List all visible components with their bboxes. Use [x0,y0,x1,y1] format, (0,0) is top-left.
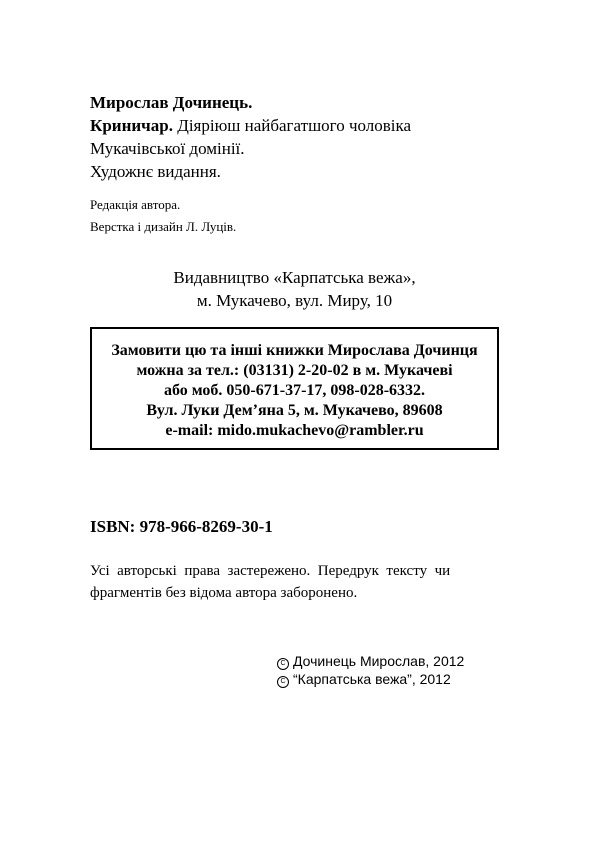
copyright-icon: C [277,658,289,670]
rights-line-1: Усі авторські права застережено. Передрук тексту чи [90,563,451,579]
copyright-publisher-text: “Карпатська вежа”, 2012 [293,671,451,687]
order-phone-line: можна за тел.: (03131) 2-20-02 в м. Мукачеві [136,362,453,379]
rights-notice [90,560,499,604]
book-title-line [90,114,411,137]
book-genre: Художнє видання. [90,162,221,181]
rights-line-2: фрагментів без відома автора заборонено. [90,585,358,601]
copyright-author [277,652,464,670]
layout-credit: Верстка і дизайн Л. Луців. [90,219,237,234]
editing-credit: Редакція автора. [90,197,181,212]
isbn: ISBN: 978-966-8269-30-1 [90,517,273,536]
publisher-address: м. Мукачево, вул. Миру, 10 [196,291,393,310]
order-line-1: Замовити цю та інші книжки Мирослава Дочинця [111,342,478,359]
order-email-line: e-mail: mido.mukachevo@rambler.ru [165,422,424,439]
order-mobile-line: або моб. 050-671-37-17, 098-028-6332. [163,382,426,399]
book-title: Криничар. [90,116,173,135]
copyright-author-text: Дочинець Мирослав, 2012 [293,653,465,669]
book-subtitle-line1: Діяріюш найбагатшого чоловіка [172,116,412,135]
publisher-name: Видавництво «Карпатська вежа», [173,268,416,287]
copyright-publisher [277,670,451,688]
book-subtitle-line2: Мукачівської домінії. [90,139,245,158]
order-info-box [90,327,499,450]
copyright-icon: C [277,676,289,688]
order-address-line: Вул. Луки Дем’яна 5, м. Мукачево, 89608 [146,402,443,419]
author-name: Мирослав Дочинець. [90,93,253,112]
